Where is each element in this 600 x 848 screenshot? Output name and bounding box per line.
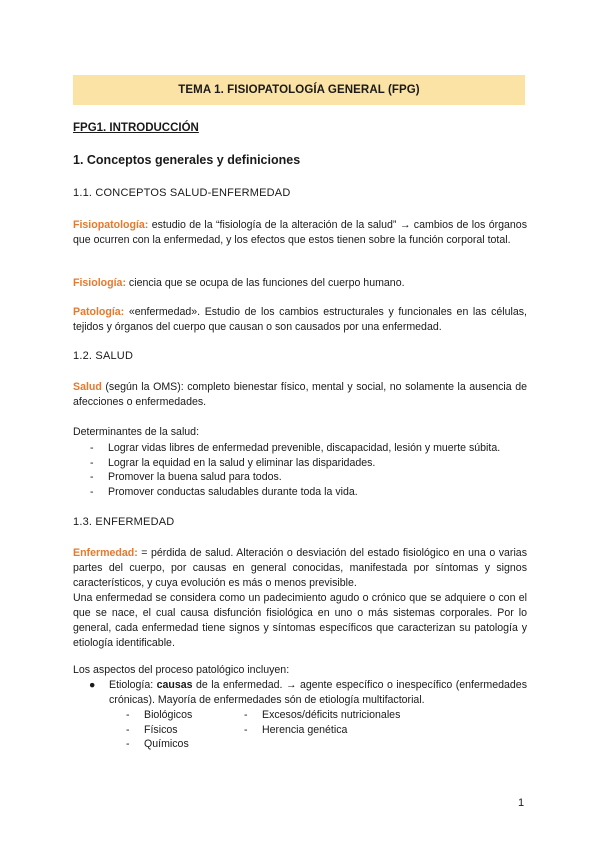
term-patologia: Patología: bbox=[73, 306, 125, 318]
list-item: - Lograr la equidad en la salud y eliminar las disparidades. bbox=[73, 456, 500, 471]
list-item: - Herencia genética bbox=[242, 723, 400, 738]
subheading-salud-enfermedad: 1.1. CONCEPTOS SALUD-ENFERMEDAD bbox=[73, 187, 291, 199]
def-fisiopatologia: estudio de la “fisiología de la alteración de la salud” → cambios de los órganos que ocurren con la enfermedad, y los efectos que estos tienen sobre la función corporal total. bbox=[73, 219, 527, 246]
list-item: - Biológicos bbox=[124, 708, 192, 723]
list-item: - Físicos bbox=[124, 723, 192, 738]
etiologia-col-1 bbox=[124, 708, 192, 752]
def-patologia: «enfermedad». Estudio de los cambios estructurales y funcionales en las células, tejidos y órganos del cuerpo que causan o son causados por una enfermedad. bbox=[73, 306, 527, 333]
term-salud: Salud bbox=[73, 381, 102, 393]
paragraph-fisiologia bbox=[73, 276, 527, 291]
paragraph-enfermedad-2: Una enfermedad se considera como un padecimiento agudo o crónico que se adquiere o con el que se nace, el cual causa disfunción fisiológica en uno o más sistemas corporales. Por lo general, cada enfermedad tiene signos y síntomas específicos que caracterizan su patología y etiología identificable. bbox=[73, 592, 527, 649]
term-fisiologia: Fisiología: bbox=[73, 277, 126, 289]
def-salud: (según la OMS): completo bienestar físico, mental y social, no solamente la ausencia de afecciones o enfermedades. bbox=[73, 381, 527, 408]
banner-title: TEMA 1. FISIOPATOLOGÍA GENERAL (FPG) bbox=[178, 84, 420, 96]
aspectos-intro: Los aspectos del proceso patológico incluyen: bbox=[73, 664, 290, 676]
etiologia-label: Etiología: bbox=[109, 679, 157, 691]
section-title: FPG1. INTRODUCCIÓN bbox=[73, 122, 199, 134]
title-banner bbox=[73, 75, 525, 105]
subheading-enfermedad: 1.3. ENFERMEDAD bbox=[73, 516, 175, 528]
paragraph-enfermedad bbox=[73, 546, 527, 591]
def-enfermedad: = pérdida de salud. Alteración o desviación del estado fisiológico en una o varias partes del cuerpo, por causas en general conocidas, manifestada por síntomas y signos característicos, y cuya evolución es más o menos previsible. bbox=[73, 547, 527, 589]
page-number: 1 bbox=[518, 797, 525, 809]
heading-conceptos: 1. Conceptos generales y definiciones bbox=[73, 153, 301, 167]
determinantes-list bbox=[73, 441, 500, 499]
paragraph-patologia bbox=[73, 305, 527, 335]
def-fisiologia: ciencia que se ocupa de las funciones del cuerpo humano. bbox=[125, 277, 405, 289]
term-fisiopatologia: Fisiopatología: bbox=[73, 219, 149, 231]
subheading-salud: 1.2. SALUD bbox=[73, 350, 134, 362]
etiologia-bold: causas bbox=[156, 679, 193, 691]
bullet-icon: ● bbox=[89, 679, 96, 691]
list-item: - Excesos/déficits nutricionales bbox=[242, 708, 400, 723]
list-item: - Promover conductas saludables durante toda la vida. bbox=[73, 485, 500, 500]
paragraph-fisiopatologia bbox=[73, 218, 527, 248]
paragraph-salud bbox=[73, 380, 527, 410]
list-item: - Promover la buena salud para todos. bbox=[73, 470, 500, 485]
list-item: - Lograr vidas libres de enfermedad prevenible, discapacidad, lesión y muerte súbita. bbox=[73, 441, 500, 456]
etiologia-item bbox=[89, 678, 527, 708]
etiologia-text: de la enfermedad. → agente específico o inespecífico (enfermedades crónicas). Mayoría de enfermedades són de etiología multifactorial. bbox=[109, 679, 527, 706]
etiologia-col-2 bbox=[242, 708, 400, 737]
list-item: - Químicos bbox=[124, 737, 192, 752]
term-enfermedad: Enfermedad: bbox=[73, 547, 138, 559]
determinantes-intro: Determinantes de la salud: bbox=[73, 426, 200, 438]
